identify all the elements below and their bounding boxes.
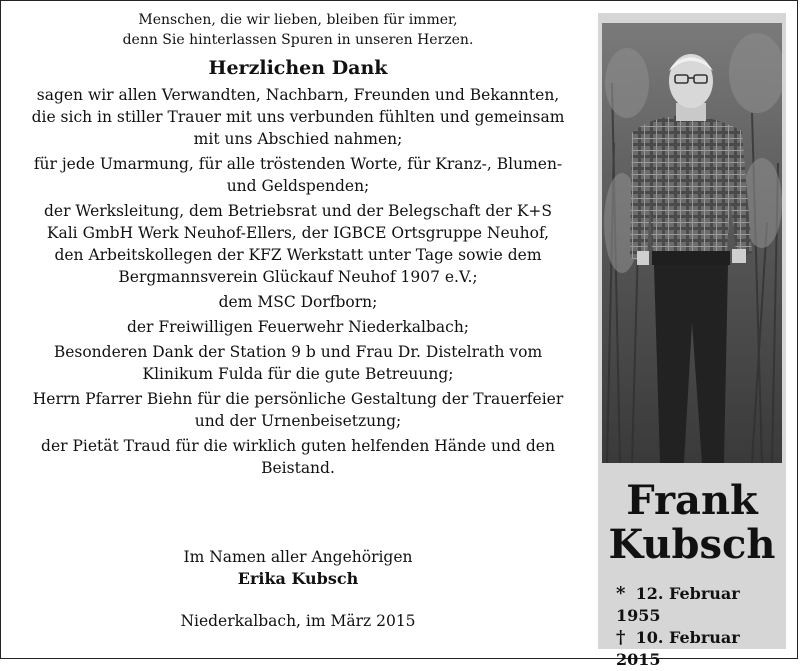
heading: Herzlichen Dank	[208, 57, 388, 79]
place-date: Niederkalbach, im März 2015	[180, 612, 416, 630]
thanks-text-column	[12, 10, 584, 479]
paragraph	[12, 316, 584, 338]
paragraph	[12, 84, 584, 150]
death-cross-icon: †	[616, 627, 626, 648]
portrait-photo	[602, 23, 782, 463]
paragraph-line: Bergmannsverein Glückauf Neuhof 1907 e.V.;	[118, 268, 478, 286]
motto-line: Menschen, die wir lieben, bleiben für immer,	[138, 12, 458, 28]
paragraph-line: der Freiwilligen Feuerwehr Niederkalbach;	[126, 318, 470, 336]
paragraph	[12, 291, 584, 313]
motto-line: denn Sie hinterlassen Spuren in unseren Herzen.	[122, 32, 474, 48]
deceased-first-name: Frank	[626, 477, 758, 524]
life-dates	[616, 583, 786, 671]
paragraph-line: der Werksleitung, dem Betriebsrat und der Belegschaft der K+S	[43, 202, 553, 220]
paragraph-line: mit uns Abschied nahmen;	[193, 130, 403, 148]
paragraph-line: den Arbeitskollegen der KFZ Werkstatt unter Tage sowie dem	[54, 246, 542, 264]
paragraph-line: Herrn Pfarrer Biehn für die persönliche Gestaltung der Trauerfeier	[32, 390, 564, 408]
paragraph-line: Kali GmbH Werk Neuhof-Ellers, der IGBCE Ortsgruppe Neuhof,	[46, 224, 550, 242]
paragraph	[12, 200, 584, 288]
paragraph	[12, 388, 584, 432]
paragraph-line: Klinikum Fulda für die gute Betreuung;	[142, 365, 454, 383]
birth-date-row	[616, 583, 786, 627]
paragraph-line: und Geldspenden;	[226, 177, 370, 195]
death-date: 10. Februar 2015	[616, 628, 740, 669]
signature-intro: Im Namen aller Angehörigen	[183, 548, 413, 566]
paragraph-line: der Pietät Traud für die wirklich guten helfenden Hände und den	[41, 437, 555, 455]
paragraph-line: für jede Umarmung, für alle tröstenden Worte, für Kranz-, Blumen-	[33, 155, 563, 173]
paragraph	[12, 341, 584, 385]
paragraph-line: sagen wir allen Verwandten, Nachbarn, Freunden und Bekannten,	[36, 86, 560, 104]
paragraph	[12, 435, 584, 479]
paragraph-line: dem MSC Dorfborn;	[218, 293, 378, 311]
birth-date: 12. Februar 1955	[616, 584, 740, 625]
paragraph-line: Besonderen Dank der Station 9 b und Frau Dr. Distelrath vom	[53, 343, 543, 361]
paragraph-line: die sich in stiller Trauer mit uns verbunden fühlten und gemeinsam	[31, 108, 565, 126]
birth-star-icon: *	[616, 583, 626, 604]
signature-block	[12, 546, 584, 590]
deceased-last-name: Kubsch	[608, 521, 776, 568]
signature-name: Erika Kubsch	[237, 569, 359, 588]
death-date-row	[616, 627, 786, 671]
deceased-panel	[598, 13, 786, 669]
paragraph-line: und der Urnenbeisetzung;	[194, 412, 402, 430]
paragraph	[12, 153, 584, 197]
paragraph-line: Beistand.	[261, 459, 335, 477]
motto	[12, 10, 584, 50]
